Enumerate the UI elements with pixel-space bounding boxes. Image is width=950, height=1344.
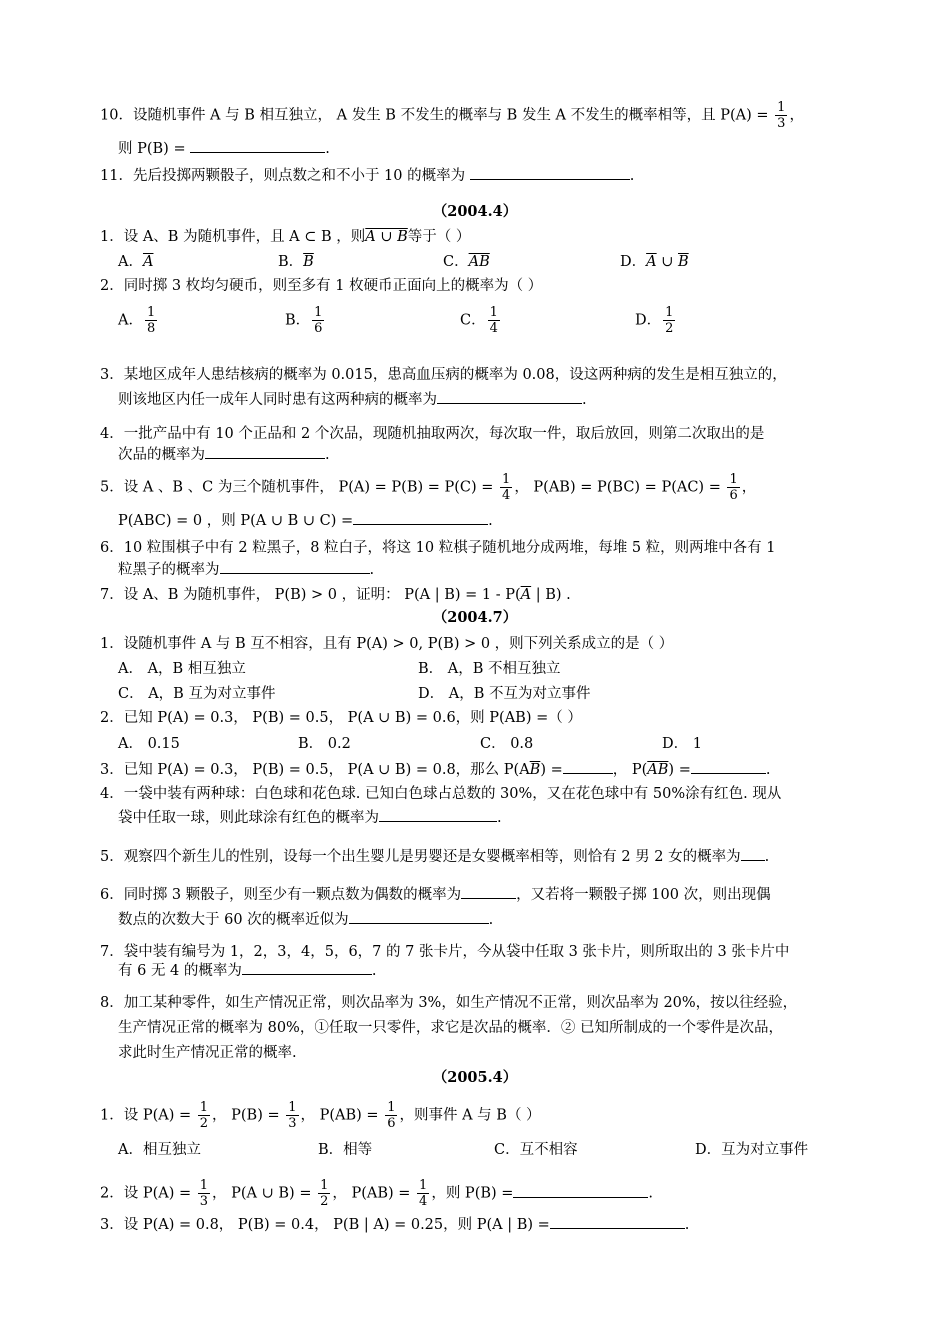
fraction [312,305,324,336]
s2-question-1: 1．设随机事件 A 与 B 互不相容，且有 P(A) > 0, P(B) > 0 ，则下列关系成立的是（ ） [100,636,674,652]
fraction-one-third [286,1100,298,1131]
answer-blank[interactable] [513,1183,648,1198]
s1q1-complement: A ∪ B [365,229,408,245]
frac-num: 1 [288,1100,297,1115]
s1q7-tail: | B) . [531,587,571,603]
s1q6-text: 粒黑子的概率为 [118,562,220,578]
fraction-one-sixth [727,472,739,503]
frac-num: 1 [419,1178,428,1193]
s1-question-1 [100,227,880,247]
s1q2-option-b[interactable] [285,305,326,336]
frac-num: 1 [314,305,323,320]
s1q7-text: 7．设 A、B 为随机事件， P(B) > 0 ，证明： P(A | B) = 1 - P( [100,587,521,603]
frac-den: 2 [320,1194,329,1209]
s1q1-tail: 等于（ ） [407,229,471,245]
frac-den: 4 [419,1194,428,1209]
s1-question-6-line2 [118,559,898,580]
answer-blank[interactable] [242,960,372,975]
period: . [497,810,502,826]
answer-blank[interactable] [741,846,765,861]
s1q4-text: 次品的概率为 [118,447,205,463]
s2q6-tail: ，又若将一颗骰子掷 100 次，则出现偶 [516,887,771,903]
answer-blank[interactable] [349,909,489,924]
s2q3-mid: ) = [540,762,563,778]
s2-question-3 [100,759,880,780]
question-10-line1 [100,100,880,131]
s2-question-8-line3: 求此时生产情况正常的概率. [118,1045,297,1061]
s3q1-option-d[interactable]: D．互为对立事件 [695,1142,809,1158]
s2q1-option-d[interactable]: D． A，B 不互为对立事件 [418,686,591,702]
frac-den: 8 [146,321,156,336]
s3q2-text-c: ， P(AB) = [332,1185,411,1202]
s1-question-3-line1: 3．某地区成年人患结核病的概率为 0.015，患高血压病的概率为 0.08，设这两种病的发生是相互独立的， [100,367,787,383]
option-value: $\overline{B}$ [678,254,689,270]
section-heading-2004-7: （2004.7） [432,609,518,626]
s1q1-option-d[interactable] [620,252,689,272]
frac-den: 6 [729,488,738,503]
s3q2-text-d: ，则 P(B) = [431,1185,514,1202]
s3q3-text: 3．设 P(A) = 0.8， P(B) = 0.4， P(B | A) = 0.25，则 P(A | B) = [100,1217,550,1233]
s2q1-option-b[interactable]: B． A，B 不相互独立 [418,661,561,677]
s1q5-answer-label: P(ABC) = 0 ，则 P(A ∪ B ∪ C) = [118,513,354,529]
fraction-one-half [198,1100,210,1131]
complement-a: $\overline{A}$ [520,587,532,603]
period: . [369,562,375,578]
fraction-one-third [198,1178,210,1209]
option-value: $\overline{B}$ [303,254,314,270]
frac-num: 1 [502,472,511,487]
option-label: D． [620,254,647,270]
s2-question-7-line2 [118,960,898,981]
option-value: $\overline{AB}$ [468,254,490,270]
s2-question-7-line1: 7．袋中装有编号为 1，2，3，4，5，6，7 的 7 张卡片，今从袋中任取 3 张卡片，则所取出的 3 张卡片中 [100,944,790,960]
answer-blank[interactable] [563,759,613,774]
s2q7-text: 有 6 无 4 的概率为 [118,963,242,979]
s2q5-text: 5．观察四个新生儿的性别，设每一个出生婴儿是男婴还是女婴概率相等，则恰有 2 男 2 女的概率为 [100,849,741,865]
option-value: $\overline{A}$ [646,254,657,270]
s3-question-2 [100,1178,880,1209]
s2q3-text: 3．已知 P(A) = 0.3， P(B) = 0.5， P(A ∪ B) = 0.8，那么 P(A [100,762,530,778]
frac-num: 1 [387,1100,396,1115]
period: . [765,762,771,778]
s3q1-text-b: ， P(B) = [212,1107,280,1124]
s3-question-1 [100,1100,880,1131]
answer-blank[interactable] [379,807,497,822]
s3q1-option-c[interactable]: C．互不相容 [494,1142,578,1158]
q10-text: 10．设随机事件 A 与 B 相互独立， A 发生 B 不发生的概率与 B 发生 A 不发生的概率相等，且 P(A) = [100,107,769,124]
q10-tail: ， [789,107,804,124]
frac-num: 1 [777,100,786,115]
q11-text: 11．先后投掷两颗骰子，则点数之和不小于 10 的概率为 [100,168,466,184]
s1q5-tail: ， [741,479,757,496]
frac-den: 4 [502,488,511,503]
s2-question-2: 2．已知 P(A) = 0.3， P(B) = 0.5， P(A ∪ B) = 0.6，则 P(AB) =（ ） [100,710,582,726]
frac-den: 3 [777,116,786,131]
option-label: B． [278,254,304,270]
answer-blank[interactable] [190,138,325,153]
s3q1-option-b[interactable]: B．相等 [318,1142,373,1158]
period: . [488,513,493,529]
q10-answer-label: 则 P(B) = [118,141,186,157]
option-label: A． [118,312,143,329]
period: . [648,1185,654,1202]
answer-blank[interactable] [470,165,630,180]
fraction [145,305,157,336]
s2q6-text-2: 数点的次数大于 60 次的概率近似为 [118,912,349,928]
frac-den: 4 [489,321,498,336]
s1-question-3-line2 [118,389,898,410]
fraction-one-half [318,1178,330,1209]
fraction-one-third [775,100,787,131]
s1-question-5-line2 [118,510,898,531]
answer-blank[interactable] [691,759,766,774]
frac-den: 6 [314,321,323,336]
s3-question-3 [100,1214,880,1235]
answer-blank[interactable] [437,389,582,404]
s2q2-option-d[interactable]: D． 1 [662,736,702,752]
s2-question-6-line1 [100,884,880,905]
option-label: B． [285,312,311,329]
s1-question-5-line1 [100,472,880,503]
frac-num: 1 [320,1178,329,1193]
frac-num: 1 [199,1178,209,1193]
frac-num: 1 [146,305,156,320]
fraction [488,305,500,336]
s1q2-option-a[interactable] [118,305,159,336]
option-value: $\overline{A}$ [142,254,154,270]
s1-question-2: 2．同时掷 3 枚均匀硬币，则至多有 1 枚硬币正面向上的概率为（ ） [100,278,543,294]
option-label: C． [460,312,486,329]
s2q3-mid2: ， P( [612,762,648,778]
question-11 [100,165,880,186]
s2-question-4-line1: 4．一袋中装有两种球：白色球和花色球. 已知白色球占总数的 30%，又在花色球中有 50%涂有红色. 现从 [100,786,782,802]
s2q2-option-a[interactable]: A． 0.15 [118,736,180,752]
answer-blank[interactable] [205,444,325,459]
s2-question-4-line2 [118,807,898,828]
s3q1-text: 1．设 P(A) = [100,1107,192,1124]
s1-question-7 [100,585,880,605]
section-heading-2004-4: （2004.4） [432,203,518,220]
period: . [764,849,770,865]
fraction-one-sixth [385,1100,397,1131]
period: . [488,912,494,928]
s1q5-mid: ， P(AB) = P(BC) = P(AC) = [514,479,721,496]
frac-den: 6 [387,1116,396,1131]
fraction-one-quarter [417,1178,429,1209]
frac-den: 2 [199,1116,209,1131]
s2q2-option-c[interactable]: C． 0.8 [480,736,534,752]
complement-b: $\overline{B}$ [529,762,541,778]
s2q2-option-b[interactable]: B． 0.2 [298,736,351,752]
answer-blank[interactable] [461,884,516,899]
complement-ab: $\overline{AB}$ [647,762,669,778]
s1q3-text: 则该地区内任一成年人同时患有这两种病的概率为 [118,392,437,408]
period: . [582,392,587,408]
s1q1-text: 1．设 A、B 为随机事件，且 A ⊂ B ，则 [100,229,366,245]
section-heading-2005-4: （2005.4） [432,1069,518,1086]
s1q2-option-d[interactable] [635,305,677,336]
s3q1-option-a[interactable]: A．相互独立 [118,1142,201,1158]
period: . [629,168,635,184]
frac-num: 1 [665,305,674,320]
s3q1-text-d: ，则事件 A 与 B（ ） [399,1107,541,1124]
answer-blank[interactable] [220,559,370,574]
s1q5-text: 5．设 A 、B 、C 为三个随机事件， P(A) = P(B) = P(C) = [100,479,494,496]
s1-question-4-line2 [118,444,898,465]
fraction [663,305,675,336]
answer-blank[interactable] [550,1214,685,1229]
s2-question-6-line2 [118,909,898,930]
fraction-one-quarter [500,472,512,503]
frac-num: 1 [489,305,498,320]
answer-blank[interactable] [353,510,488,525]
s3q2-text: 2．设 P(A) = [100,1185,192,1202]
frac-den: 3 [288,1116,297,1131]
s1q2-option-c[interactable] [460,305,502,336]
option-label: A． [118,254,143,270]
period: . [325,141,330,157]
frac-num: 1 [199,1100,209,1115]
option-label: D． [635,312,662,329]
s2-question-5 [100,846,880,867]
union-symbol: ∪ [656,254,678,270]
s2q1-option-c[interactable]: C． A，B 互为对立事件 [118,686,276,702]
s2q4-text: 袋中任取一球，则此球涂有红色的概率为 [118,810,379,826]
s1-question-6-line1: 6．10 粒围棋子中有 2 粒黑子，8 粒白子，将这 10 粒棋子随机地分成两堆，每堆 5 粒，则两堆中各有 1 [100,540,776,556]
s1q1-option-c[interactable] [443,252,490,272]
period: . [371,963,377,979]
s2-question-8-line2: 生产情况正常的概率为 80%，①任取一只零件，求它是次品的概率．② 已知所制成的一个零件是次品， [118,1020,783,1036]
s2q3-end: ) = [668,762,691,778]
question-10-line2 [118,138,898,159]
frac-den: 3 [199,1194,209,1209]
frac-num: 1 [729,472,738,487]
s1q1-option-b[interactable] [278,252,314,272]
frac-den: 2 [665,321,674,336]
period: . [684,1217,690,1233]
s3q2-text-b: ， P(A ∪ B) = [212,1185,312,1202]
s1q1-option-a[interactable] [118,252,153,272]
option-label: C． [443,254,469,270]
s2q6-text: 6．同时掷 3 颗骰子，则至少有一颗点数为偶数的概率为 [100,887,462,903]
period: . [325,447,330,463]
s2q1-option-a[interactable]: A． A，B 相互独立 [118,661,246,677]
s3q1-text-c: ， P(AB) = [300,1107,379,1124]
s2-question-8-line1: 8．加工某种零件，如生产情况正常，则次品率为 3%，如生产情况不正常，则次品率为 20%，按以往经验， [100,995,798,1011]
s1-question-4-line1: 4．一批产品中有 10 个正品和 2 个次品，现随机抽取两次，每次取一件，取后放回，则第二次取出的是 [100,426,765,442]
